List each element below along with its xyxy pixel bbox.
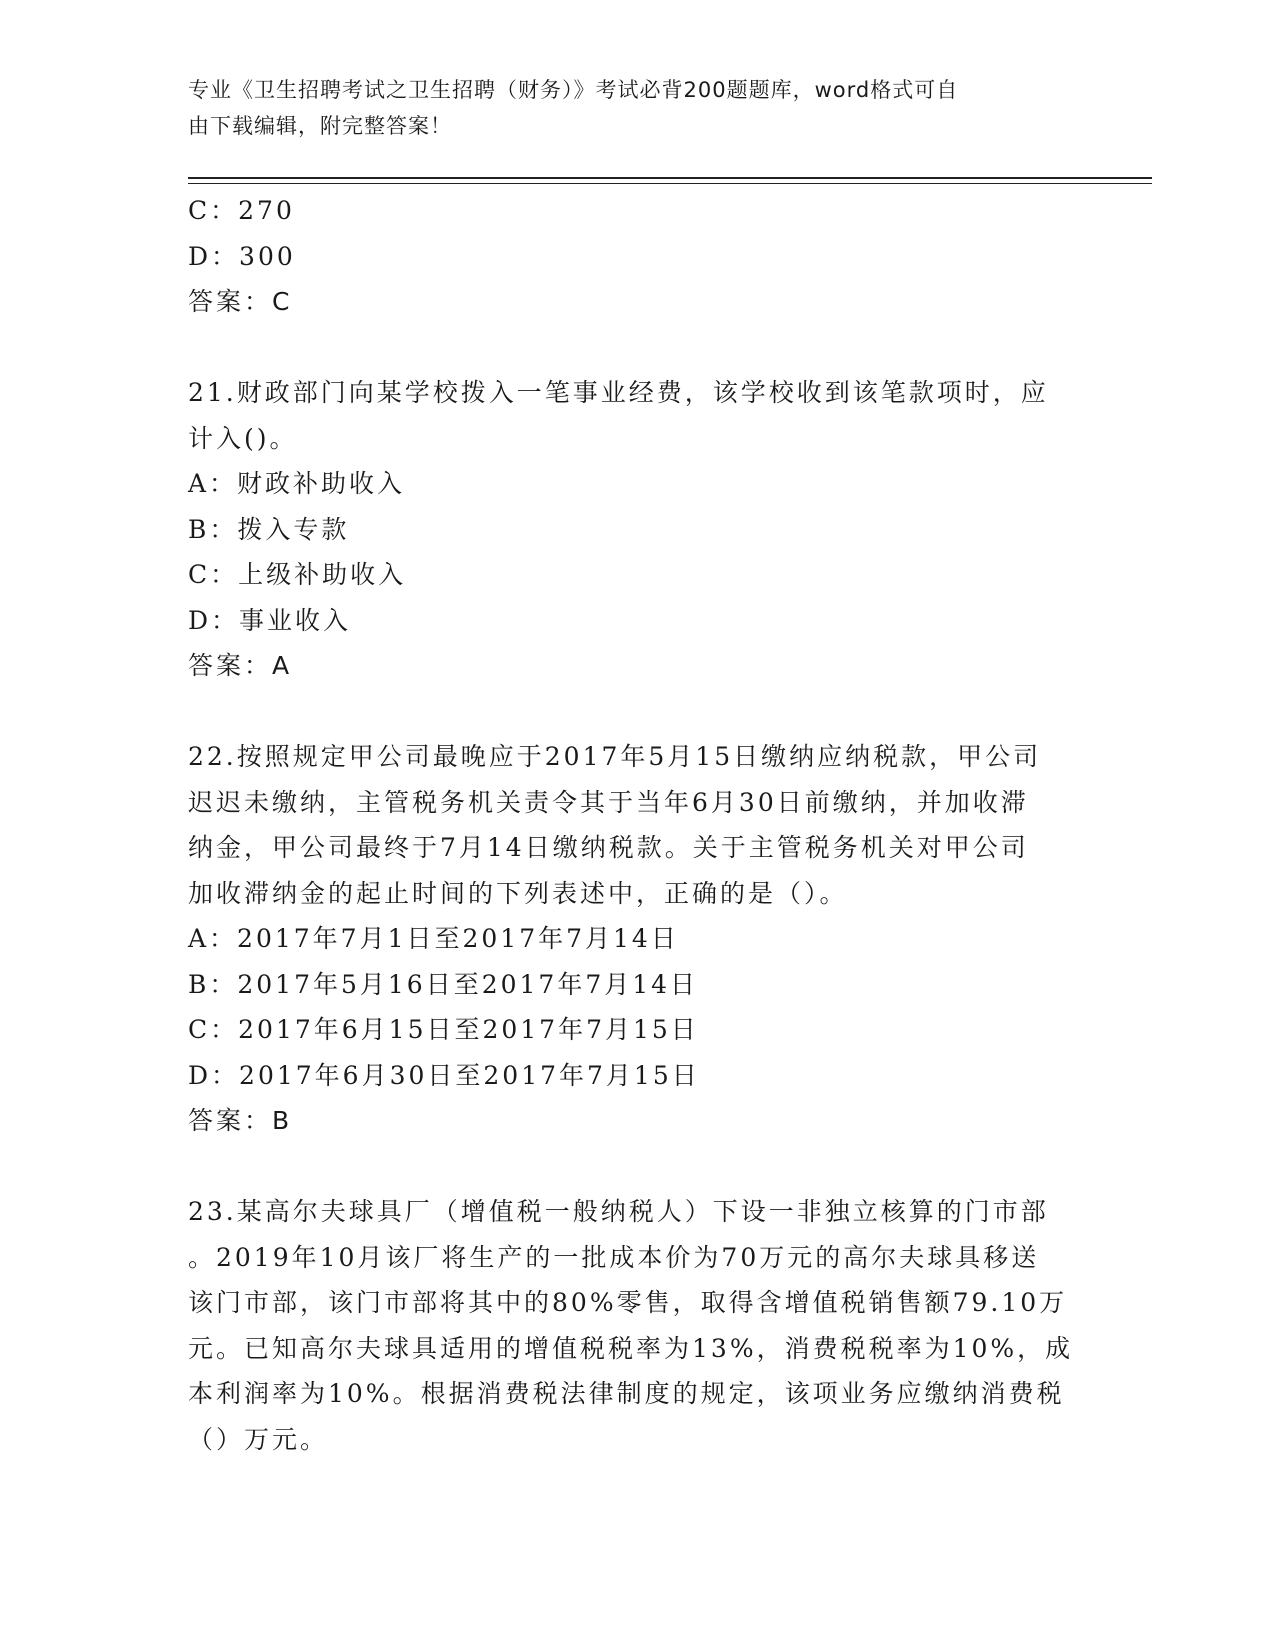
question-stem-line: 。2019年10月该厂将生产的一批成本价为70万元的高尔夫球具移送 — [188, 1242, 1040, 1272]
answer-line: 答案：C — [188, 287, 293, 316]
header-title-line-1: 专业《卫生招聘考试之卫生招聘（财务）》考试必背200题题库，word格式可自 — [188, 78, 959, 102]
question-block-20 — [188, 188, 1088, 325]
question-block-23 — [188, 1189, 1088, 1462]
option-a: A：财政补助收入 — [188, 469, 406, 498]
question-stem-line: 21.财政部门向某学校拨入一笔事业经费，该学校收到该笔款项时，应 — [188, 378, 1049, 407]
option-a: A：2017年7月1日至2017年7月14日 — [188, 924, 679, 953]
question-list — [188, 188, 1088, 1462]
answer-line: 答案：B — [188, 1106, 293, 1135]
question-stem-line: 该门市部，该门市部将其中的80%零售，取得含增值税销售额79.10万 — [188, 1288, 1068, 1317]
answer-line: 答案：A — [188, 651, 293, 680]
question-stem-line: 纳金，甲公司最终于7月14日缴纳税款。关于主管税务机关对甲公司 — [188, 833, 1029, 862]
option-c: C：上级补助收入 — [188, 560, 407, 589]
question-stem-line: 22.按照规定甲公司最晚应于2017年5月15日缴纳应纳税款，甲公司 — [188, 742, 1042, 771]
question-stem-line: 本利润率为10%。根据消费税法律制度的规定，该项业务应缴纳消费税 — [188, 1379, 1065, 1408]
question-stem-line: 23.某高尔夫球具厂（增值税一般纳税人）下设一非独立核算的门市部 — [188, 1197, 1049, 1226]
header-title-line-2: 由下载编辑，附完整答案！ — [188, 114, 452, 138]
spacer — [188, 325, 1088, 371]
option-c: C：2017年6月15日至2017年7月15日 — [188, 1015, 699, 1044]
option-b: B：拨入专款 — [188, 514, 350, 544]
option-c: C：270 — [188, 196, 295, 225]
option-d: D：2017年6月30日至2017年7月15日 — [188, 1060, 700, 1090]
question-block-21 — [188, 370, 1088, 689]
header-divider-thick — [188, 177, 1152, 179]
question-stem-line: 计入()。 — [188, 423, 298, 453]
question-stem-line: 加收滞纳金的起止时间的下列表述中，正确的是（）。 — [188, 878, 848, 908]
spacer — [188, 689, 1088, 735]
document-header — [188, 72, 1068, 144]
option-d: D：事业收入 — [188, 605, 352, 635]
spacer — [188, 1144, 1088, 1190]
question-block-22 — [188, 734, 1088, 1144]
question-stem-line: 元。已知高尔夫球具适用的增值税税率为13%，消费税税率为10%，成 — [188, 1333, 1074, 1363]
option-d: D：300 — [188, 241, 296, 271]
question-stem-line: （）万元。 — [188, 1424, 329, 1454]
question-stem-line: 迟迟未缴纳，主管税务机关责令其于当年6月30日前缴纳，并加收滞 — [188, 787, 1029, 817]
option-b: B：2017年5月16日至2017年7月14日 — [188, 969, 699, 999]
header-divider-thin — [188, 183, 1152, 184]
